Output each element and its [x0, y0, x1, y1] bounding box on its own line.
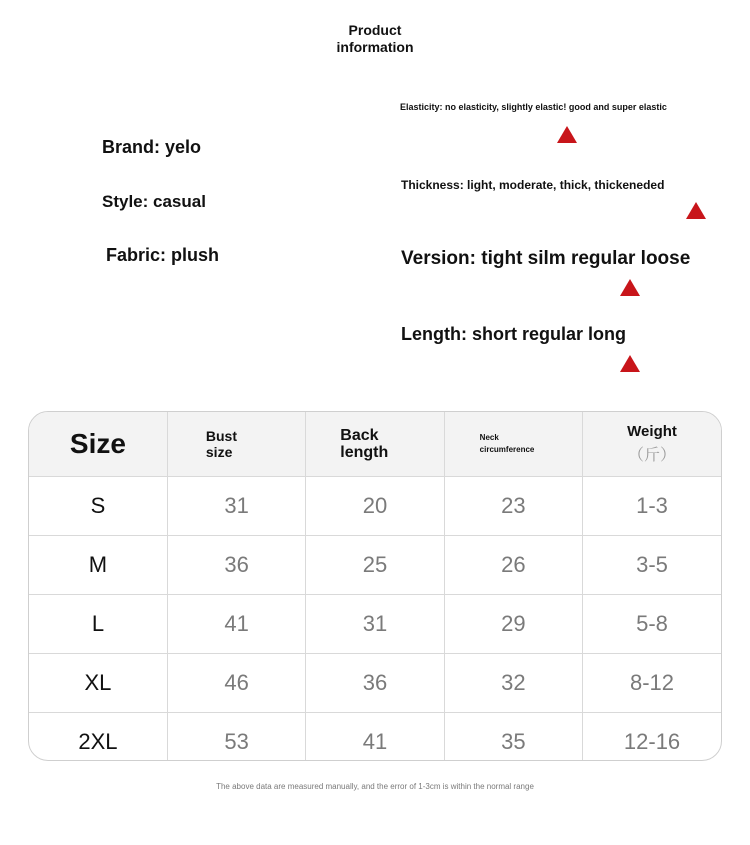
cell-bust: 36 [167, 536, 305, 595]
table-row [29, 654, 721, 713]
table-row [29, 477, 721, 536]
brand-label: Brand: yelo [102, 137, 202, 157]
measurement-note: The above data are measured manually, and the error of 1-3cm is within the normal range [216, 782, 534, 791]
header-bust-size [167, 412, 305, 477]
cell-bust: 31 [167, 477, 305, 536]
header-bust-line-1: Bust [205, 428, 238, 444]
cell-size: L [29, 595, 167, 654]
table-header-row [29, 412, 721, 477]
cell-weight: 5-8 [583, 595, 721, 654]
table-row [29, 536, 721, 595]
cell-weight: 1-3 [583, 477, 721, 536]
version-marker-icon [620, 279, 640, 296]
cell-neck: 32 [444, 654, 582, 713]
page-title-line-2: information [336, 39, 414, 55]
cell-back-length: 41 [306, 713, 444, 762]
size-chart [28, 411, 722, 761]
header-neck-circumference [444, 412, 582, 477]
table-row [29, 595, 721, 654]
header-back-length [306, 412, 444, 477]
header-bust-line-2: size [205, 444, 233, 460]
header-size: Size [29, 412, 167, 477]
cell-back-length: 36 [306, 654, 444, 713]
thickness-marker-icon [686, 202, 706, 219]
cell-neck: 35 [444, 713, 582, 762]
cell-weight: 12-16 [623, 729, 681, 754]
fabric-label: Fabric: plush [106, 245, 220, 265]
cell-bust: 53 [167, 713, 305, 762]
cell-size: M [29, 536, 167, 595]
length-marker-icon [620, 355, 640, 372]
size-table [29, 412, 721, 761]
header-neck-line-1: Neck [479, 433, 499, 442]
length-scale: Length: short regular long [401, 324, 626, 344]
cell-bust: 41 [167, 595, 305, 654]
cell-size: 2XL [29, 713, 167, 762]
header-weight-label: Weight [627, 423, 677, 440]
elasticity-marker-icon [557, 126, 577, 143]
cell-back-length: 31 [306, 595, 444, 654]
page-title [0, 22, 750, 56]
cell-size: S [29, 477, 167, 536]
cell-neck: 29 [444, 595, 582, 654]
cell-size: XL [29, 654, 167, 713]
cell-back-length: 20 [306, 477, 444, 536]
page-title-line-1: Product [348, 22, 402, 38]
header-weight-unit: （斤） [628, 447, 677, 464]
cell-neck: 26 [444, 536, 582, 595]
style-label: Style: casual [102, 192, 206, 211]
cell-weight: 8-12 [583, 654, 721, 713]
cell-neck: 23 [444, 477, 582, 536]
cell-bust: 46 [167, 654, 305, 713]
table-row [29, 713, 721, 762]
cell-back-length: 25 [306, 536, 444, 595]
thickness-scale: Thickness: light, moderate, thick, thickeneded [401, 178, 665, 192]
header-neck-line-2: circumference [479, 445, 535, 454]
header-weight [583, 412, 721, 477]
elasticity-scale: Elasticity: no elasticity, slightly elastic! good and super elastic [400, 102, 667, 112]
cell-weight: 3-5 [583, 536, 721, 595]
version-scale: Version: tight silm regular loose [401, 248, 691, 269]
header-back-line-2: length [340, 444, 389, 461]
header-back-line-1: Back [340, 427, 379, 444]
